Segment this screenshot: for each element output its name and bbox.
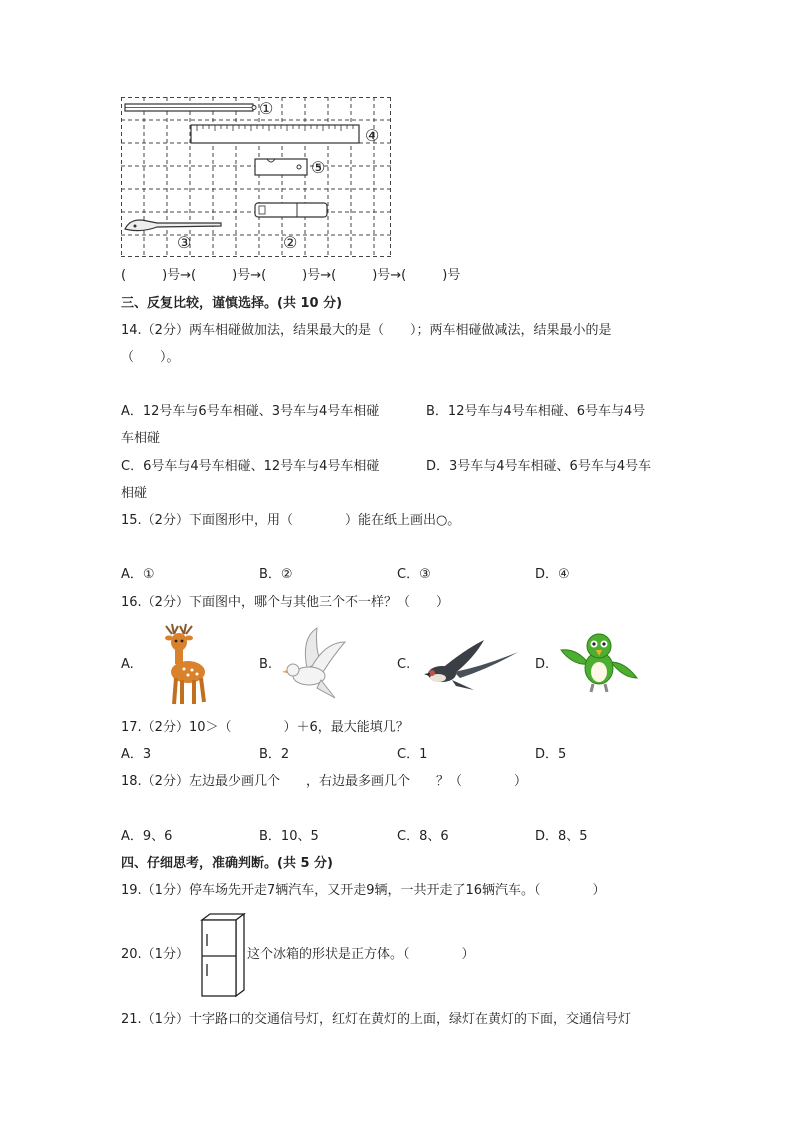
grid-svg (121, 97, 391, 257)
section-3-title: 三、反复比较，谨慎选择。(共 10 分) (121, 296, 343, 311)
q14-option-a: A．12号车与6号车相碰、3号车与4号车相碰 (121, 404, 380, 419)
q16-stem: 16.（2分）下面图中，哪个与其他三个不一样？（ ） (121, 595, 449, 610)
q15-option-c: C．③ (397, 567, 431, 582)
q18-option-c: C．8、6 (397, 829, 449, 844)
label-2: ② (283, 233, 298, 252)
q15-option-d: D．④ (535, 567, 570, 582)
q18-stem: 18.（2分）左边最少画几个 ，右边最多画几个 ？（ ） (121, 774, 527, 789)
label-1: ① (259, 99, 274, 118)
section-4-title: 四、仔细思考，准确判断。(共 5 分) (121, 856, 333, 871)
q14-option-d-cont: 相碰 (121, 486, 148, 501)
answer-seg-5: )号→( (372, 268, 407, 283)
ruler-icon (191, 125, 359, 143)
answer-seg-1: ( (121, 268, 127, 283)
q17-option-d: D．5 (535, 747, 567, 762)
pencil-icon (125, 104, 256, 111)
q21-stem: 21.（1分）十字路口的交通信号灯，红灯在黄灯的上面，绿灯在黄灯的下面，交通信号灯 (121, 1012, 631, 1027)
brush-icon (125, 220, 221, 231)
answer-seg-3: )号→( (232, 268, 267, 283)
q16-option-d: D. (535, 657, 550, 672)
q20-stem: 这个冰箱的形状是正方体。（ ） (247, 947, 475, 962)
label-5: ⑤ (311, 158, 326, 177)
q17-option-a: A．3 (121, 747, 152, 762)
q15-option-b: B．② (259, 567, 293, 582)
fridge-icon (198, 912, 246, 998)
answer-seg-2: )号→( (162, 268, 197, 283)
label-4: ④ (365, 126, 380, 145)
q17-option-c: C．1 (397, 747, 428, 762)
dove-icon (277, 624, 347, 702)
q14-stem-line1: 14.（2分）两车相碰做加法，结果最大的是（ ）；两车相碰做减法，结果最小的是 (121, 323, 612, 338)
q16-option-a: A. (121, 657, 134, 672)
q16-option-c: C. (397, 657, 411, 672)
eraser-icon (255, 203, 327, 217)
q14-option-b: B．12号车与4号车相碰、6号车与4号 (426, 404, 646, 419)
answer-seg-6: )号 (442, 268, 461, 283)
q14-stem-line2: （ ）。 (121, 350, 180, 365)
sharpener-icon (255, 159, 307, 175)
q18-option-d: D．8、5 (535, 829, 588, 844)
q15-option-a: A．① (121, 567, 155, 582)
q18-option-a: A．9、6 (121, 829, 173, 844)
q19-stem: 19.（1分）停车场先开走7辆汽车，又开走9辆，一共开走了16辆汽车。（ ） (121, 883, 606, 898)
q14-option-d: D．3号车与4号车相碰、6号车与4号车 (426, 459, 652, 474)
parrot-icon (553, 628, 643, 698)
q17-option-b: B．2 (259, 747, 290, 762)
answer-row (121, 267, 460, 285)
swallow-icon (420, 634, 520, 692)
q16-option-b: B. (259, 657, 273, 672)
q14-option-b-cont: 车相碰 (121, 431, 161, 446)
label-3: ③ (177, 233, 192, 252)
answer-seg-4: )号→( (302, 268, 337, 283)
q18-option-b: B．10、5 (259, 829, 319, 844)
tools-grid-figure (121, 97, 391, 257)
deer-icon (152, 620, 214, 708)
q17-stem: 17.（2分）10＞（ ）＋6，最大能填几？ (121, 720, 409, 735)
q20-prefix: 20.（1分） (121, 947, 189, 962)
q14-option-c: C．6号车与4号车相碰、12号车与4号车相碰 (121, 459, 380, 474)
grid-lines (121, 97, 391, 257)
q15-stem: 15.（2分）下面图形中，用（ ）能在纸上画出○。 (121, 513, 461, 528)
